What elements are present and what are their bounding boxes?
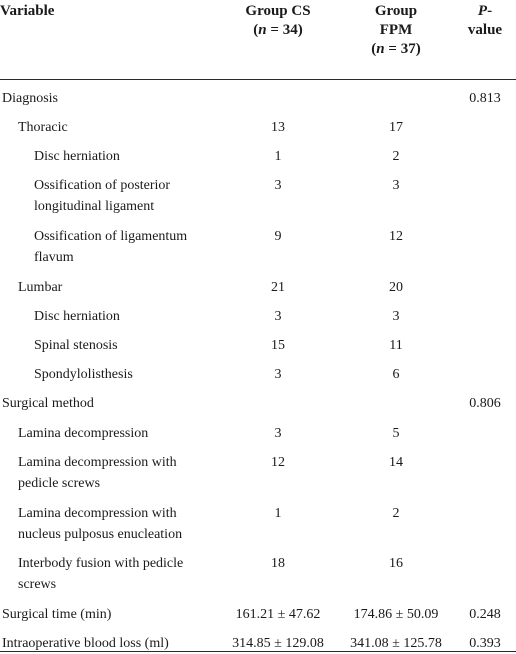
row-label-line: Diagnosis bbox=[2, 91, 58, 106]
row-label-line: Ossification of ligamentum bbox=[34, 229, 188, 244]
cell-group-fpm: 16 bbox=[389, 556, 403, 571]
row-label bbox=[34, 335, 118, 356]
header-group-cs: Group CS (n = 34) bbox=[245, 3, 311, 38]
header-rule bbox=[0, 79, 516, 80]
row-label-line: Lamina decompression bbox=[18, 426, 149, 441]
table-header bbox=[0, 0, 516, 84]
cell-group-cs: 1 bbox=[274, 149, 282, 164]
cell-group-fpm: 2 bbox=[392, 149, 400, 164]
row-label-line: Lamina decompression with bbox=[18, 506, 177, 521]
cell-group-fpm: 6 bbox=[392, 367, 400, 382]
row-label-line: pedicle screws bbox=[18, 476, 101, 491]
cell-group-cs: 161.21 ± 47.62 bbox=[235, 607, 321, 622]
cell-group-cs: 3 bbox=[274, 426, 282, 441]
row-label-line: flavum bbox=[34, 250, 74, 265]
row-label bbox=[18, 117, 68, 138]
row-label bbox=[18, 553, 183, 595]
cell-group-fpm: 2 bbox=[392, 506, 400, 521]
row-label-line: Lumbar bbox=[18, 280, 63, 295]
row-label bbox=[34, 226, 187, 268]
row-label bbox=[2, 88, 58, 109]
cell-group-cs: 12 bbox=[271, 455, 285, 470]
row-label bbox=[18, 423, 148, 444]
cell-group-cs: 314.85 ± 129.08 bbox=[232, 636, 324, 651]
cell-group-fpm: 174.86 ± 50.09 bbox=[353, 607, 439, 622]
header-variable: Variable bbox=[0, 3, 55, 19]
cell-p-value: 0.248 bbox=[469, 607, 501, 622]
cell-group-cs: 15 bbox=[271, 338, 285, 353]
header-group-fpm: Group FPM (n = 37) bbox=[371, 3, 421, 57]
row-label bbox=[34, 175, 170, 217]
cell-group-cs: 9 bbox=[274, 229, 282, 244]
row-label-line: Intraoperative blood loss (ml) bbox=[2, 636, 169, 651]
cell-group-cs: 13 bbox=[271, 120, 285, 135]
cell-group-fpm: 3 bbox=[392, 178, 400, 193]
cell-group-cs: 3 bbox=[274, 178, 282, 193]
row-label-line: Disc herniation bbox=[34, 309, 120, 324]
row-label-line: screws bbox=[18, 577, 57, 592]
cell-group-fpm: 11 bbox=[389, 338, 403, 353]
header-p-value: P- value bbox=[467, 3, 503, 38]
cell-p-value: 0.813 bbox=[469, 91, 501, 106]
cell-group-cs: 21 bbox=[271, 280, 285, 295]
row-label-line: Surgical time (min) bbox=[2, 607, 112, 622]
cell-group-cs: 1 bbox=[274, 506, 282, 521]
row-label-line: Disc herniation bbox=[34, 149, 120, 164]
cell-group-fpm: 20 bbox=[389, 280, 403, 295]
row-label-line: Ossification of posterior bbox=[34, 178, 171, 193]
row-label-line: longitudinal ligament bbox=[34, 199, 155, 214]
row-label bbox=[2, 393, 94, 414]
row-label bbox=[34, 146, 120, 167]
row-label-line: Thoracic bbox=[18, 120, 68, 135]
cell-group-cs: 3 bbox=[274, 309, 282, 324]
row-label-line: Surgical method bbox=[2, 396, 94, 411]
row-label-line: nucleus pulposus enucleation bbox=[18, 527, 183, 542]
cell-p-value: 0.393 bbox=[469, 636, 501, 651]
row-label bbox=[2, 604, 111, 625]
row-label bbox=[34, 306, 120, 327]
row-label-line: Interbody fusion with pedicle bbox=[18, 556, 184, 571]
row-label-line: Spondylolisthesis bbox=[34, 367, 133, 382]
row-label bbox=[18, 503, 182, 545]
cell-group-fpm: 12 bbox=[389, 229, 403, 244]
cell-p-value: 0.806 bbox=[469, 396, 501, 411]
cell-group-cs: 3 bbox=[274, 367, 282, 382]
row-label bbox=[18, 277, 62, 298]
cell-group-fpm: 5 bbox=[392, 426, 400, 441]
cell-group-fpm: 14 bbox=[389, 455, 403, 470]
row-label-line: Spinal stenosis bbox=[34, 338, 118, 353]
row-label-line: Lamina decompression with bbox=[18, 455, 177, 470]
cell-group-fpm: 3 bbox=[392, 309, 400, 324]
row-label bbox=[34, 364, 133, 385]
cell-group-cs: 18 bbox=[271, 556, 285, 571]
cell-group-fpm: 341.08 ± 125.78 bbox=[350, 636, 442, 651]
row-label bbox=[18, 452, 177, 494]
cell-group-fpm: 17 bbox=[389, 120, 403, 135]
